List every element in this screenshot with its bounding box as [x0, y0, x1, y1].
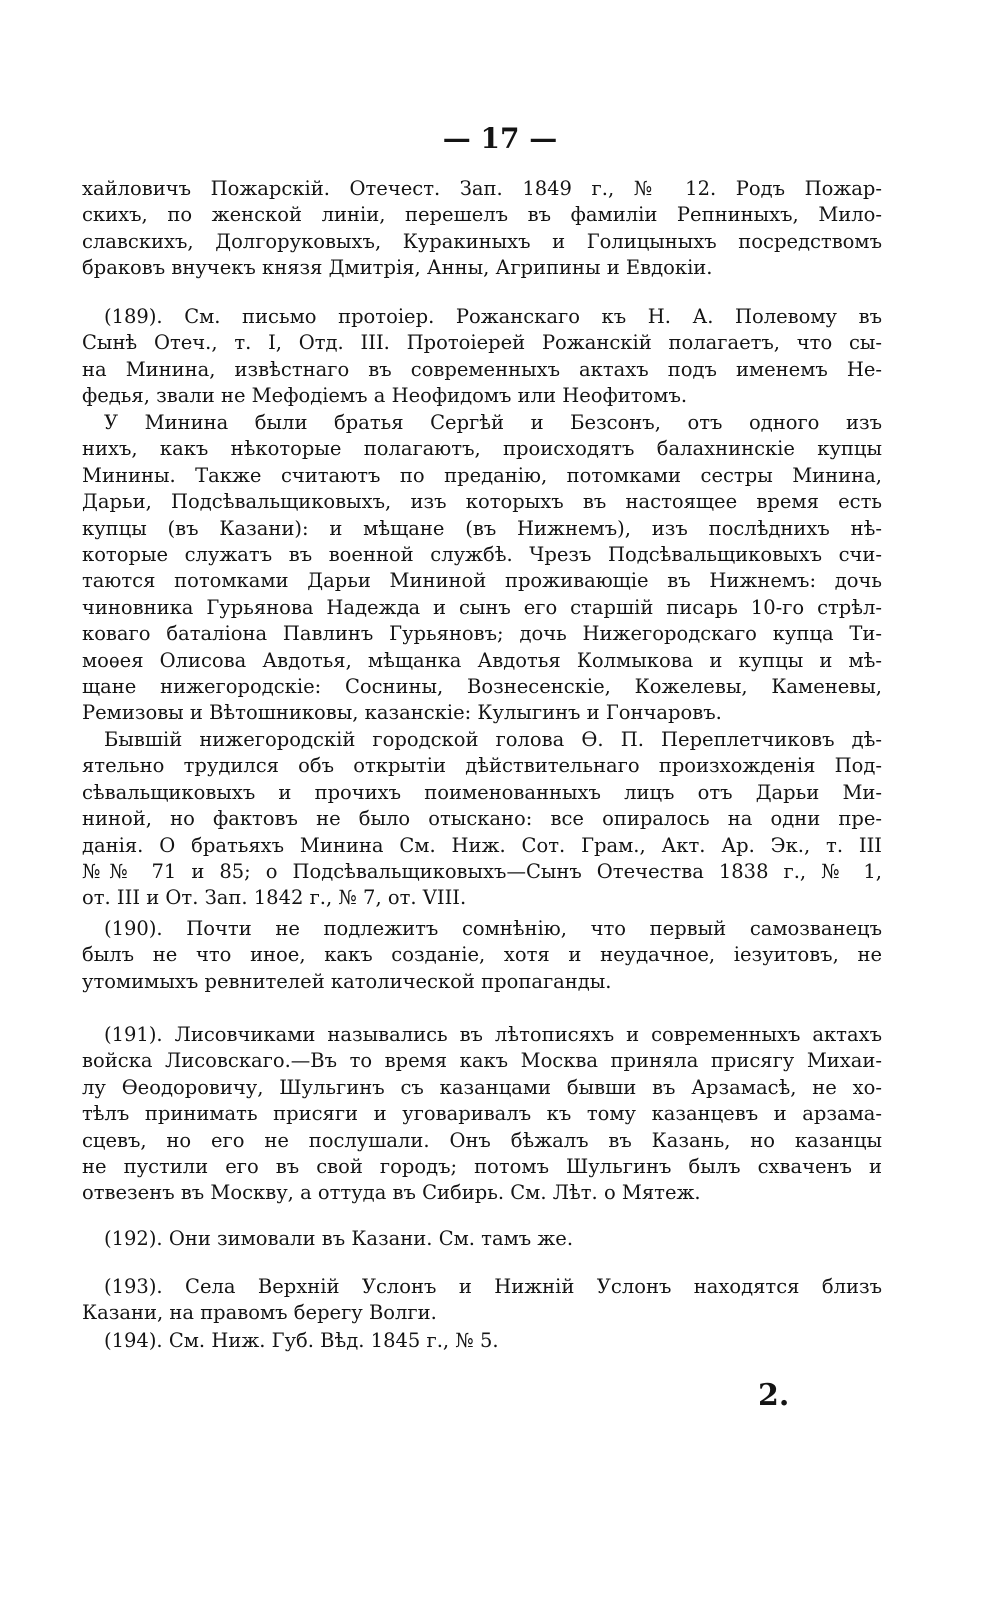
footnote-192: [82, 1226, 882, 1252]
text-line: ятельно трудился объ открытіи дѣйствительнаго произхожденія Под-: [82, 754, 882, 778]
text-line: №№ 71 и 85; о Подсѣвальщиковыхъ—Сынъ Отечества 1838 г., № 1,: [82, 860, 882, 884]
text-line: (189). См. письмо протоіер. Рожанскаго къ Н. А. Полевому въ: [104, 305, 882, 328]
footnote-189-minin-relatives: [82, 410, 882, 727]
text-line: федья, звали не Мефодіемъ а Неофидомъ или Неофитомъ.: [82, 384, 688, 408]
footnote-188-continuation: [82, 176, 882, 282]
text-line: ниной, но фактовъ не было отыскано: все опиралось на одни пре-: [82, 807, 882, 831]
text-line: моѳея Олисова Авдотья, мѣщанка Авдотья Колмыкова и купцы и мѣ-: [82, 648, 882, 672]
page-number: — 17 —: [442, 122, 558, 155]
sheet-signature: 2.: [758, 1378, 790, 1413]
footnote-189: [82, 304, 882, 410]
text-line: (193). Села Верхній Услонъ и Нижній Услонъ находятся близъ: [104, 1275, 882, 1298]
text-line: сцевъ, но его не послушали. Онъ бѣжалъ въ Казань, но казанцы: [82, 1128, 882, 1152]
text-line: щане нижегородскіе: Соснины, Вознесенскіе, Кожелевы, Каменевы,: [82, 675, 882, 699]
text-line: (190). Почти не подлежитъ сомнѣнію, что первый самозванецъ: [104, 917, 882, 940]
text-line: скихъ, по женской линіи, перешелъ въ фамиліи Репниныхъ, Мило-: [82, 203, 882, 227]
text-line: войска Лисовскаго.—Въ то время какъ Москва приняла присягу Михаи-: [82, 1049, 882, 1073]
text-line: Казани, на правомъ берегу Волги.: [82, 1301, 437, 1325]
text-line: утомимыхъ ревнителей католической пропаганды.: [82, 969, 612, 993]
text-line: былъ не что иное, какъ созданіе, хотя и неудачное, іезуитовъ, не: [82, 943, 882, 967]
footnote-189-pereplettchikov: [82, 727, 882, 912]
text-line: на Минина, извѣстнаго въ современныхъ актахъ подъ именемъ Не-: [82, 357, 882, 381]
text-line: славскихъ, Долгоруковыхъ, Куракиныхъ и Голицыныхъ посредствомъ: [82, 229, 882, 253]
text-line: сѣвальщиковыхъ и прочихъ поименованныхъ лицъ отъ Дарьи Ми-: [82, 780, 882, 804]
text-line: которые служатъ въ военной службѣ. Чрезъ Подсѣвальщиковыхъ счи-: [82, 543, 882, 567]
text-line: лу Ѳеодоровичу, Шульгинъ съ казанцами бывши въ Арзамасѣ, не хо-: [82, 1075, 882, 1099]
text-line: (192). Они зимовали въ Казани. См. тамъ же.: [104, 1227, 574, 1250]
text-line: Бывшій нижегородскій городской голова Ѳ. П. Переплетчиковъ дѣ-: [104, 728, 882, 751]
text-line: У Минина были братья Сергѣй и Безсонъ, отъ одного изъ: [104, 411, 882, 434]
text-line: Сынѣ Отеч., т. I, Отд. III. Протоіерей Рожанскій полагаетъ, что сы-: [82, 331, 882, 355]
text-line: хайловичъ Пожарскій. Отечест. Зап. 1849 г., № 12. Родъ Пожар-: [82, 177, 882, 200]
text-line: Минины. Также считаютъ по преданію, потомками сестры Минина,: [82, 463, 882, 487]
footnote-190: [82, 916, 882, 995]
footnote-193: [82, 1274, 882, 1327]
text-line: таются потомками Дарьи Мининой проживающіе въ Нижнемъ: дочь: [82, 569, 882, 593]
footnote-194: [82, 1328, 882, 1354]
text-line: нихъ, какъ нѣкоторые полагаютъ, происходятъ балахнинскіе купцы: [82, 437, 882, 461]
text-line: (194). См. Ниж. Губ. Вѣд. 1845 г., № 5.: [104, 1329, 499, 1352]
text-line: не пустили его въ свой городъ; потомъ Шульгинъ былъ схваченъ и: [82, 1155, 882, 1179]
text-line: отвезенъ въ Москву, а оттуда въ Сибирь. См. Лѣт. о Мятеж.: [82, 1181, 701, 1205]
text-line: Дарьи, Подсѣвальщиковыхъ, изъ которыхъ въ настоящее время есть: [82, 490, 882, 514]
text-line: купцы (въ Казани): и мѣщане (въ Нижнемъ), изъ послѣднихъ нѣ-: [82, 516, 882, 540]
footnote-191: [82, 1022, 882, 1207]
text-line: данія. О братьяхъ Минина См. Ниж. Сот. Грам., Акт. Ар. Эк., т. III: [82, 833, 882, 857]
text-line: коваго баталіона Павлинъ Гурьяновъ; дочь Нижегородскаго купца Ти-: [82, 622, 882, 646]
text-line: Ремизовы и Вѣтошниковы, казанскіе: Кулыгинъ и Гончаровъ.: [82, 701, 722, 725]
text-line: чиновника Гурьянова Надежда и сынъ его старшій писарь 10-го стрѣл-: [82, 595, 882, 619]
text-line: браковъ внучекъ князя Дмитрія, Анны, Агрипины и Евдокіи.: [82, 256, 713, 280]
text-line: тѣлъ принимать присяги и уговаривалъ къ тому казанцевъ и арзама-: [82, 1102, 882, 1126]
text-line: от. III и От. Зап. 1842 г., № 7, от. VIII.: [82, 886, 467, 910]
text-line: (191). Лисовчиками назывались въ лѣтописяхъ и современныхъ актахъ: [104, 1023, 882, 1046]
